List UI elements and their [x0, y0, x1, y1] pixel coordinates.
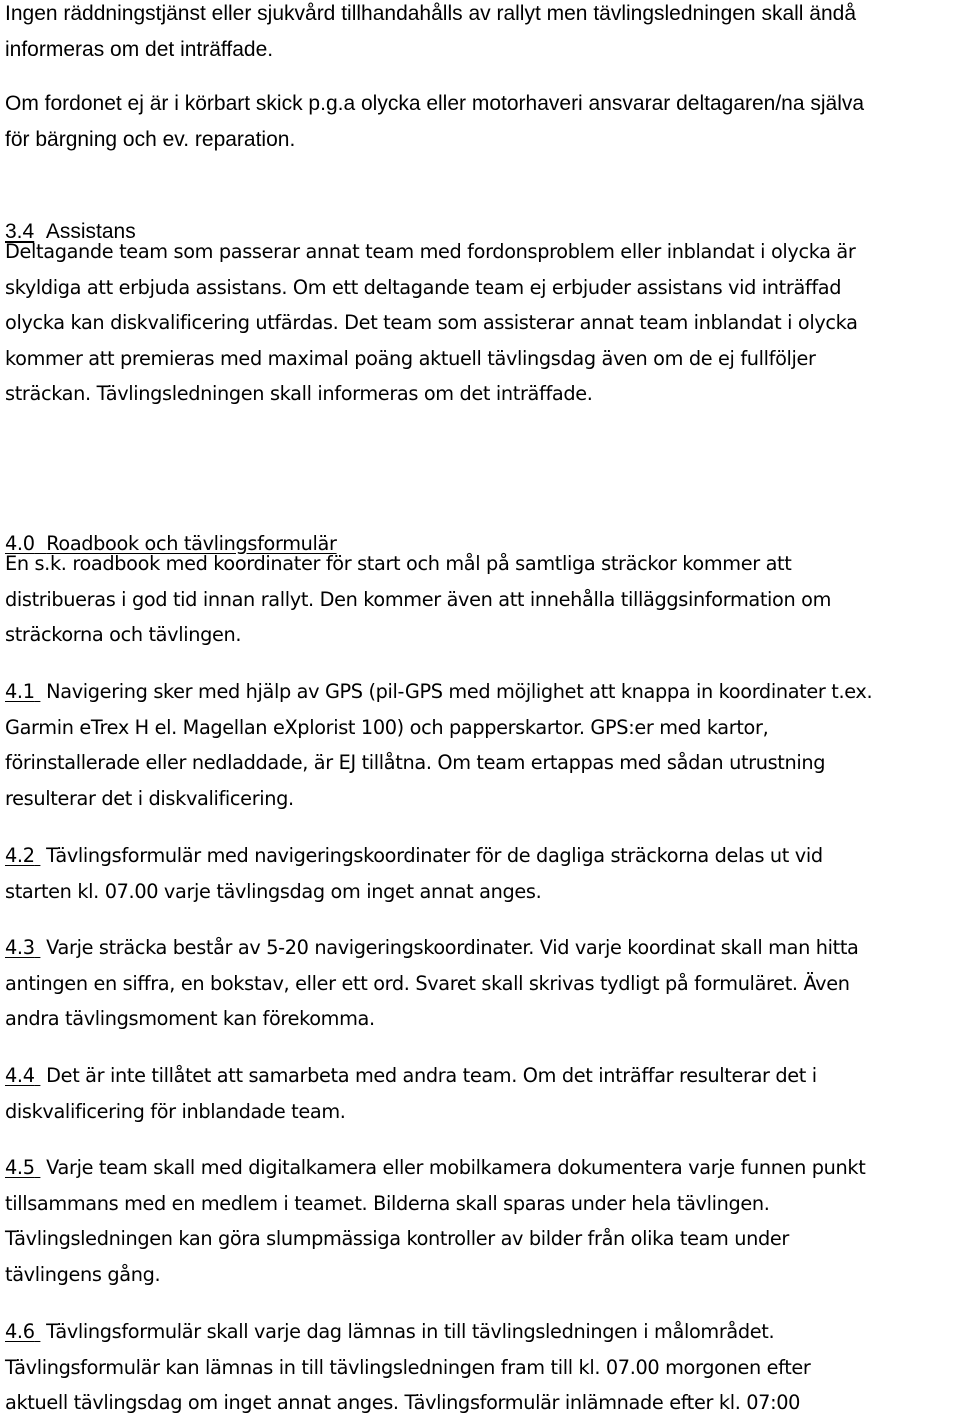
- clause-4-6-rest: Tävlingsformulär kan lämnas in till tävlingsledningen fram till kl. 07.00 morgonen efter aktuell tävlingsdag om inget annat anges. Tävlingsformulär inlämnade efter kl. 07:00: [5, 1355, 811, 1415]
- clause-4-1-number: 4.1: [5, 680, 35, 703]
- clause-4-6-text: Tävlingsformulär skall varje dag lämnas in till tävlingsledningen i målområdet.: [40, 1320, 775, 1343]
- clause-4-2: [5, 838, 823, 909]
- clause-4-1: [5, 674, 872, 816]
- clause-4-3-number: 4.3: [5, 936, 35, 959]
- clause-4-6-number: 4.6: [5, 1320, 35, 1343]
- section-4-0-body: En s.k. roadbook med koordinater för start och mål på samtliga sträckor kommer att distribueras i god tid innan rallyt. Den kommer även att innehålla tilläggsinformation om sträckorna och tävlingen.: [5, 552, 832, 647]
- section-3-4-body: Deltagande team som passerar annat team med fordonsproblem eller inblandat i olycka är skyldiga att erbjuda assistans. Om ett deltagande team ej erbjuder assistans vid inträffad olycka kan diskvalificering utfärdas. Det team som assisterar annat team inblandat i olycka kommer att premieras med maximal poäng aktuell tävlingsdag även om de ej fullföljer sträckan. Tävlingsledningen skall informeras om det inträffade.: [5, 240, 858, 406]
- intro-paragraph-vehicle: Om fordonet ej är i körbart skick p.g.a olycka eller motorhaveri ansvarar deltagaren/na själva för bärgning och ev. reparation.: [5, 92, 865, 151]
- clause-4-1-first-line: [5, 674, 872, 710]
- heading-3-4-number: 3.4: [5, 220, 35, 243]
- clause-4-1-text: Navigering sker med hjälp av GPS (pil-GPS med möjlighet att knappa in koordinater t.ex.: [40, 680, 873, 703]
- clause-4-5-first-line: [5, 1150, 865, 1186]
- clause-4-6: [5, 1314, 811, 1421]
- clause-4-1-rest: Garmin eTrex H el. Magellan eXplorist 100) och papperskartor. GPS:er med kartor, förinstallerade eller nedladdade, är EJ tillåtna. Om team ertappas med sådan utrustning resulterar det i diskvalificering.: [5, 715, 826, 810]
- clause-4-5-text: Varje team skall med digitalkamera eller mobilkamera dokumentera varje funnen punkt: [40, 1156, 866, 1179]
- clause-4-3-text: Varje sträcka består av 5-20 navigeringskoordinater. Vid varje koordinat skall man hitta: [40, 936, 859, 959]
- clause-4-2-rest: starten kl. 07.00 varje tävlingsdag om inget annat anges.: [5, 879, 542, 903]
- clause-4-6-first-line: [5, 1314, 811, 1350]
- intro-paragraph-rescue: Ingen räddningstjänst eller sjukvård tillhandahålls av rallyt men tävlingsledningen skall ändå informeras om det inträffade.: [5, 2, 857, 61]
- heading-3-4-title: Assistans: [45, 220, 136, 243]
- clause-4-5: [5, 1150, 865, 1292]
- clause-4-4-text: Det är inte tillåtet att samarbeta med andra team. Om det inträffar resulterar det i: [40, 1064, 817, 1087]
- clause-4-2-text: Tävlingsformulär med navigeringskoordinater för de dagliga sträckorna delas ut vid: [40, 844, 823, 867]
- heading-4-0-title: Roadbook och tävlingsformulär: [46, 531, 337, 555]
- clause-4-4-first-line: [5, 1058, 817, 1094]
- clause-4-3-first-line: [5, 930, 859, 966]
- clause-4-5-rest: tillsammans med en medlem i teamet. Bilderna skall sparas under hela tävlingen. Tävlingsledningen kan göra slumpmässiga kontroller av bilder från olika team under tävlingens gång.: [5, 1191, 789, 1286]
- clause-4-2-number: 4.2: [5, 844, 35, 867]
- clause-4-5-number: 4.5: [5, 1156, 35, 1179]
- clause-4-3: [5, 930, 859, 1037]
- clause-4-4-rest: diskvalificering för inblandade team.: [5, 1099, 346, 1123]
- clause-4-2-first-line: [5, 838, 823, 874]
- clause-4-4: [5, 1058, 817, 1129]
- heading-4-0-number: 4.0: [5, 531, 35, 555]
- clause-4-4-number: 4.4: [5, 1064, 35, 1087]
- clause-4-3-rest: antingen en siffra, en bokstav, eller ett ord. Svaret skall skrivas tydligt på formuläret. Även andra tävlingsmoment kan förekomma.: [5, 971, 850, 1031]
